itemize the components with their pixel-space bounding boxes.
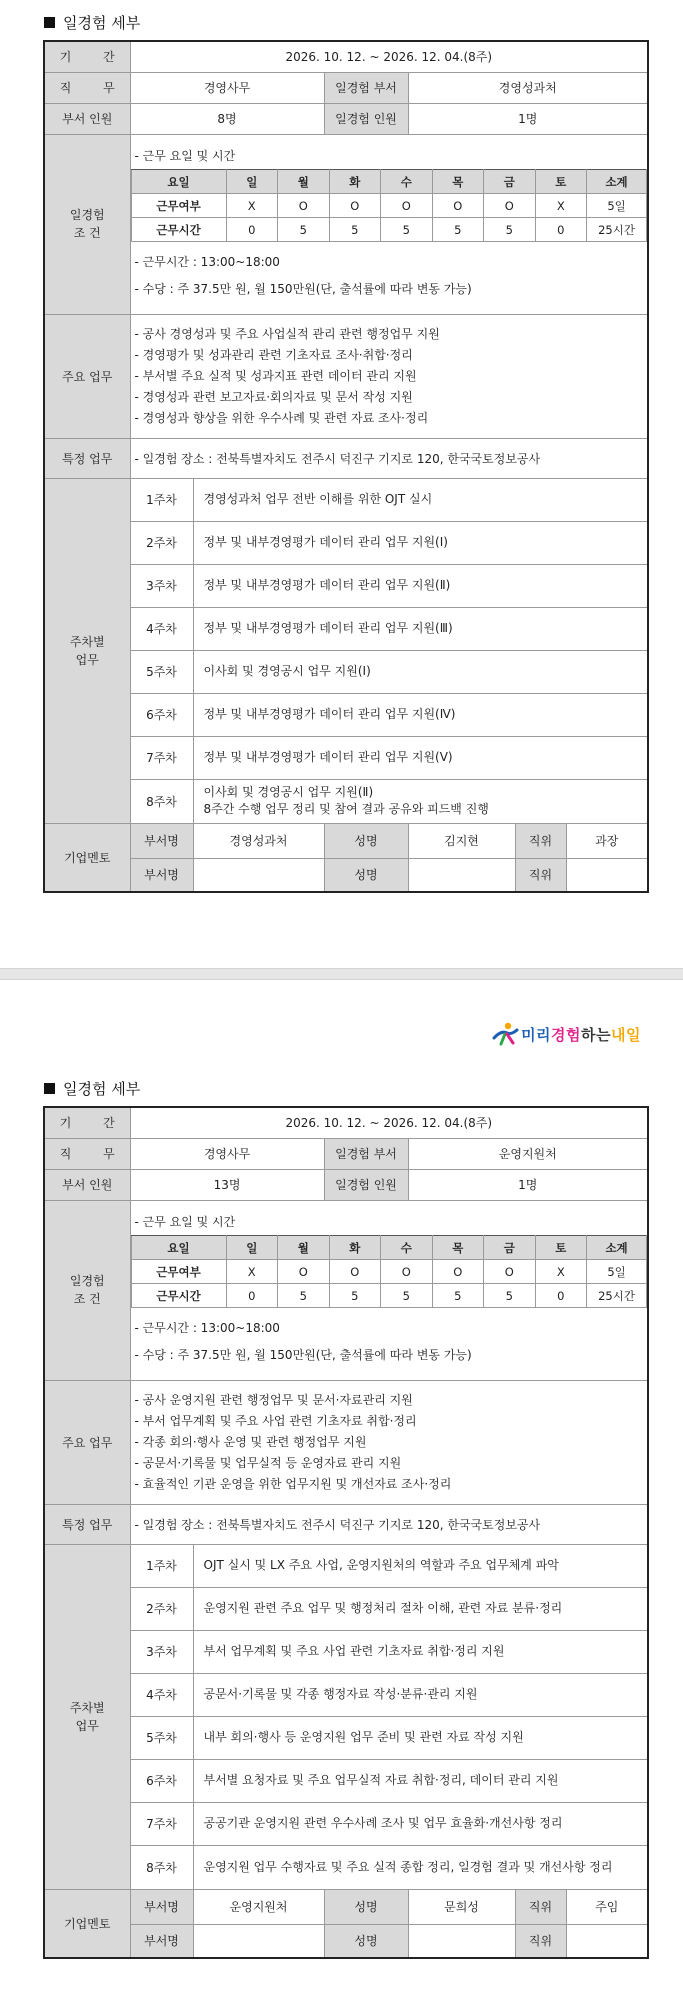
- schedule-header: 수: [381, 170, 433, 194]
- week-number: 2주차: [130, 1587, 193, 1630]
- schedule-cell: X: [226, 1260, 278, 1284]
- mentor-name-label: 성명: [324, 1924, 408, 1958]
- schedule-cell: 근무시간: [131, 218, 226, 242]
- schedule-cell: 5: [432, 1284, 484, 1308]
- schedule-cell: 5: [329, 218, 381, 242]
- detail-table: [43, 1106, 649, 1959]
- special-value: - 일경험 장소 : 전북특별자치도 전주시 덕진구 기지로 120, 한국국토정보공사: [130, 438, 648, 478]
- week-task: 운영지원 관련 주요 업무 및 행정처리 절차 이해, 관련 자료 분류·정리: [193, 1587, 648, 1630]
- mentor-label: 기업멘토: [44, 1889, 130, 1958]
- week-task: 정부 및 내부경영평가 데이터 관리 업무 지원(Ⅳ): [193, 693, 648, 736]
- week-number: 3주차: [130, 564, 193, 607]
- duty-item: - 각종 회의·행사 운영 및 관련 행정업무 지원: [134, 1434, 367, 1449]
- mentor-pos-value: 과장: [566, 823, 648, 858]
- duty-item: - 경영성과 향상을 위한 우수사례 및 관련 자료 조사·정리: [134, 410, 429, 425]
- schedule-cell: 0: [535, 218, 587, 242]
- schedule-cell: 5: [381, 1284, 433, 1308]
- main-duties-list: [131, 1384, 648, 1501]
- page-2: [0, 980, 683, 1990]
- schedule-cell: 5: [432, 218, 484, 242]
- running-person-logo-icon: [491, 1022, 521, 1046]
- schedule-cell: O: [432, 194, 484, 218]
- schedule-header: 토: [535, 170, 587, 194]
- dept-value: 경영성과처: [408, 72, 648, 103]
- schedule-header: 목: [432, 170, 484, 194]
- period-value: 2026. 10. 12. ~ 2026. 12. 04.(8주): [130, 1107, 648, 1138]
- schedule-header: 소계: [587, 170, 647, 194]
- schedule-header: 월: [278, 170, 330, 194]
- weekly-label: 주차별 업무: [44, 1544, 130, 1889]
- allowance: - 수당 : 주 37.5만 원, 월 150만원(단, 출석률에 따라 변동 가능): [134, 282, 472, 296]
- conditions-cell: [130, 1200, 648, 1380]
- duty-label: 직 무: [44, 1138, 130, 1169]
- week-task: OJT 실시 및 LX 주요 사업, 운영지원처의 역할과 주요 업무체계 파악: [193, 1544, 648, 1587]
- week-task: 정부 및 내부경영평가 데이터 관리 업무 지원(Ⅲ): [193, 607, 648, 650]
- allowance: - 수당 : 주 37.5만 원, 월 150만원(단, 출석률에 따라 변동 가능): [134, 1348, 472, 1362]
- main-duties-list: [131, 318, 648, 435]
- duty-item: - 공문서·기록물 및 업무실적 등 운영자료 관리 지원: [134, 1455, 402, 1470]
- week-number: 3주차: [130, 1630, 193, 1673]
- duty-item: - 효율적인 기관 운영을 위한 업무지원 및 개선자료 조사·정리: [134, 1476, 452, 1491]
- period-label: 기 간: [44, 41, 130, 72]
- week-task: 이사회 및 경영공시 업무 지원(Ⅱ) 8주간 수행 업무 정리 및 참여 결과 공유와 피드백 진행: [193, 779, 648, 823]
- schedule-header: 화: [329, 1236, 381, 1260]
- schedule-table: [131, 1235, 648, 1308]
- schedule-cell: 5: [484, 218, 536, 242]
- week-task: 운영지원 업무 수행자료 및 주요 실적 종합 정리, 일경험 결과 및 개선사항 정리: [193, 1845, 648, 1889]
- mentor-name-value: 김지현: [408, 823, 515, 858]
- schedule-row-work: [131, 1260, 647, 1284]
- logo-text-2: 경험: [551, 1025, 582, 1044]
- main-duties-cell: [130, 314, 648, 438]
- schedule-cell: X: [535, 1260, 587, 1284]
- schedule-cell: O: [329, 194, 381, 218]
- week-number: 6주차: [130, 1759, 193, 1802]
- duty-value: 경영사무: [130, 1138, 324, 1169]
- conditions-label: 일경험 조 건: [44, 1200, 130, 1380]
- week-task: 부서별 요청자료 및 주요 업무실적 자료 취합·정리, 데이터 관리 지원: [193, 1759, 648, 1802]
- main-duties-cell: [130, 1380, 648, 1504]
- schedule-cell: 0: [226, 1284, 278, 1308]
- work-time: - 근무시간 : 13:00~18:00: [134, 255, 280, 269]
- schedule-heading: - 근무 요일 및 시간: [134, 149, 236, 163]
- schedule-cell: 0: [226, 218, 278, 242]
- special-label: 특정 업무: [44, 438, 130, 478]
- duty-label: 직 무: [44, 72, 130, 103]
- intern-value: 1명: [408, 1169, 648, 1200]
- schedule-heading: - 근무 요일 및 시간: [134, 1215, 236, 1229]
- mentor-pos-value: [566, 1924, 648, 1958]
- schedule-row-hours: [131, 218, 647, 242]
- conditions-content: [131, 1208, 648, 1372]
- schedule-row-hours: [131, 1284, 647, 1308]
- special-label: 특정 업무: [44, 1504, 130, 1544]
- week-number: 8주차: [130, 779, 193, 823]
- section-title: [44, 1078, 140, 1099]
- dept-value: 운영지원처: [408, 1138, 648, 1169]
- mentor-name-label: 성명: [324, 823, 408, 858]
- schedule-cell: 5: [381, 218, 433, 242]
- schedule-cell: X: [226, 194, 278, 218]
- square-bullet-icon: [44, 1083, 55, 1094]
- week-number: 4주차: [130, 1673, 193, 1716]
- duty-item: - 부서 업무계획 및 주요 사업 관련 기초자료 취합·정리: [134, 1413, 417, 1428]
- duty-item: - 경영성과 관련 보고자료·회의자료 및 문서 작성 지원: [134, 389, 413, 404]
- schedule-header: 월: [278, 1236, 330, 1260]
- schedule-cell: 0: [535, 1284, 587, 1308]
- week-number: 7주차: [130, 736, 193, 779]
- mentor-pos-label: 직위: [515, 858, 566, 892]
- staff-value: 13명: [130, 1169, 324, 1200]
- work-time: - 근무시간 : 13:00~18:00: [134, 1321, 280, 1335]
- mentor-name-value: [408, 858, 515, 892]
- schedule-header: 토: [535, 1236, 587, 1260]
- conditions-content: [131, 142, 648, 306]
- schedule-cell: 5: [329, 1284, 381, 1308]
- week-task: 이사회 및 경영공시 업무 지원(Ⅰ): [193, 650, 648, 693]
- schedule-cell: O: [432, 1260, 484, 1284]
- mentor-pos-label: 직위: [515, 1924, 566, 1958]
- detail-table: [43, 40, 649, 893]
- logo-text-1: 미리: [521, 1025, 552, 1044]
- mentor-dept-value: [193, 1924, 324, 1958]
- mentor-name-label: 성명: [324, 1889, 408, 1924]
- schedule-header-row: [131, 170, 647, 194]
- special-value: - 일경험 장소 : 전북특별자치도 전주시 덕진구 기지로 120, 한국국토정보공사: [130, 1504, 648, 1544]
- schedule-cell: O: [484, 194, 536, 218]
- schedule-header: 소계: [587, 1236, 647, 1260]
- schedule-cell: O: [329, 1260, 381, 1284]
- schedule-header: 수: [381, 1236, 433, 1260]
- duty-item: - 공사 운영지원 관련 행정업무 및 문서·자료관리 지원: [134, 1392, 413, 1407]
- section-title-text: 일경험 세부: [63, 14, 141, 32]
- week-number: 1주차: [130, 478, 193, 521]
- staff-label: 부서 인원: [44, 103, 130, 134]
- logo-text-3: 하는: [581, 1025, 612, 1044]
- duty-item: - 부서별 주요 실적 및 성과지표 관련 데이터 관리 지원: [134, 368, 417, 383]
- schedule-cell: 5: [278, 218, 330, 242]
- week-task: 경영성과처 업무 전반 이해를 위한 OJT 실시: [193, 478, 648, 521]
- schedule-cell: 5일: [587, 194, 647, 218]
- logo-text-4: 내일: [611, 1025, 641, 1044]
- schedule-table: [131, 169, 648, 242]
- mentor-pos-value: [566, 858, 648, 892]
- schedule-row-work: [131, 194, 647, 218]
- main-duties-label: 주요 업무: [44, 1380, 130, 1504]
- mentor-name-value: 문희성: [408, 1889, 515, 1924]
- page-1: [0, 0, 683, 968]
- mentor-dept-value: [193, 858, 324, 892]
- schedule-header: 금: [484, 1236, 536, 1260]
- schedule-header: 목: [432, 1236, 484, 1260]
- week-task: 정부 및 내부경영평가 데이터 관리 업무 지원(Ⅴ): [193, 736, 648, 779]
- schedule-cell: X: [535, 194, 587, 218]
- duty-item: - 공사 경영성과 및 주요 사업실적 관리 관련 행정업무 지원: [134, 326, 440, 341]
- mentor-label: 기업멘토: [44, 823, 130, 892]
- weekly-label: 주차별 업무: [44, 478, 130, 823]
- mentor-name-value: [408, 1924, 515, 1958]
- schedule-header: 요일: [131, 170, 226, 194]
- schedule-cell: O: [381, 194, 433, 218]
- schedule-header: 일: [226, 1236, 278, 1260]
- mentor-name-label: 성명: [324, 858, 408, 892]
- mentor-dept-label: 부서명: [130, 858, 193, 892]
- conditions-label: 일경험 조 건: [44, 134, 130, 314]
- staff-label: 부서 인원: [44, 1169, 130, 1200]
- duty-item: - 경영평가 및 성과관리 관련 기초자료 조사·취합·정리: [134, 347, 413, 362]
- dept-label: 일경험 부서: [324, 72, 408, 103]
- schedule-cell: 5일: [587, 1260, 647, 1284]
- mentor-pos-value: 주임: [566, 1889, 648, 1924]
- week-number: 7주차: [130, 1802, 193, 1845]
- schedule-cell: 25시간: [587, 218, 647, 242]
- intern-value: 1명: [408, 103, 648, 134]
- week-number: 5주차: [130, 650, 193, 693]
- week-number: 1주차: [130, 1544, 193, 1587]
- section-title-text: 일경험 세부: [63, 1080, 141, 1098]
- week-task: 내부 회의·행사 등 운영지원 업무 준비 및 관련 자료 작성 지원: [193, 1716, 648, 1759]
- schedule-cell: O: [484, 1260, 536, 1284]
- dept-label: 일경험 부서: [324, 1138, 408, 1169]
- schedule-cell: 5: [278, 1284, 330, 1308]
- schedule-header: 금: [484, 170, 536, 194]
- schedule-cell: O: [381, 1260, 433, 1284]
- week-task: 공문서·기록물 및 각종 행정자료 작성·분류·관리 지원: [193, 1673, 648, 1716]
- program-logo: [491, 1022, 641, 1046]
- schedule-cell: O: [278, 194, 330, 218]
- schedule-cell: 근무여부: [131, 1260, 226, 1284]
- section-title: [44, 12, 140, 33]
- schedule-cell: 5: [484, 1284, 536, 1308]
- mentor-dept-label: 부서명: [130, 1924, 193, 1958]
- intern-label: 일경험 인원: [324, 103, 408, 134]
- week-task: 정부 및 내부경영평가 데이터 관리 업무 지원(Ⅱ): [193, 564, 648, 607]
- schedule-header-row: [131, 1236, 647, 1260]
- period-label: 기 간: [44, 1107, 130, 1138]
- schedule-header: 요일: [131, 1236, 226, 1260]
- intern-label: 일경험 인원: [324, 1169, 408, 1200]
- mentor-dept-label: 부서명: [130, 1889, 193, 1924]
- week-number: 4주차: [130, 607, 193, 650]
- duty-value: 경영사무: [130, 72, 324, 103]
- schedule-cell: 근무시간: [131, 1284, 226, 1308]
- staff-value: 8명: [130, 103, 324, 134]
- square-bullet-icon: [44, 17, 55, 28]
- week-task: 공공기관 운영지원 관련 우수사례 조사 및 업무 효율화·개선사항 정리: [193, 1802, 648, 1845]
- week-number: 2주차: [130, 521, 193, 564]
- conditions-cell: [130, 134, 648, 314]
- page-separator: [0, 968, 683, 980]
- main-duties-label: 주요 업무: [44, 314, 130, 438]
- schedule-header: 화: [329, 170, 381, 194]
- period-value: 2026. 10. 12. ~ 2026. 12. 04.(8주): [130, 41, 648, 72]
- week-number: 6주차: [130, 693, 193, 736]
- schedule-cell: 근무여부: [131, 194, 226, 218]
- mentor-pos-label: 직위: [515, 823, 566, 858]
- schedule-cell: O: [278, 1260, 330, 1284]
- mentor-pos-label: 직위: [515, 1889, 566, 1924]
- mentor-dept-value: 경영성과처: [193, 823, 324, 858]
- schedule-cell: 25시간: [587, 1284, 647, 1308]
- week-task: 부서 업무계획 및 주요 사업 관련 기초자료 취합·정리 지원: [193, 1630, 648, 1673]
- schedule-header: 일: [226, 170, 278, 194]
- week-task: 정부 및 내부경영평가 데이터 관리 업무 지원(Ⅰ): [193, 521, 648, 564]
- mentor-dept-label: 부서명: [130, 823, 193, 858]
- mentor-dept-value: 운영지원처: [193, 1889, 324, 1924]
- week-number: 8주차: [130, 1845, 193, 1889]
- week-number: 5주차: [130, 1716, 193, 1759]
